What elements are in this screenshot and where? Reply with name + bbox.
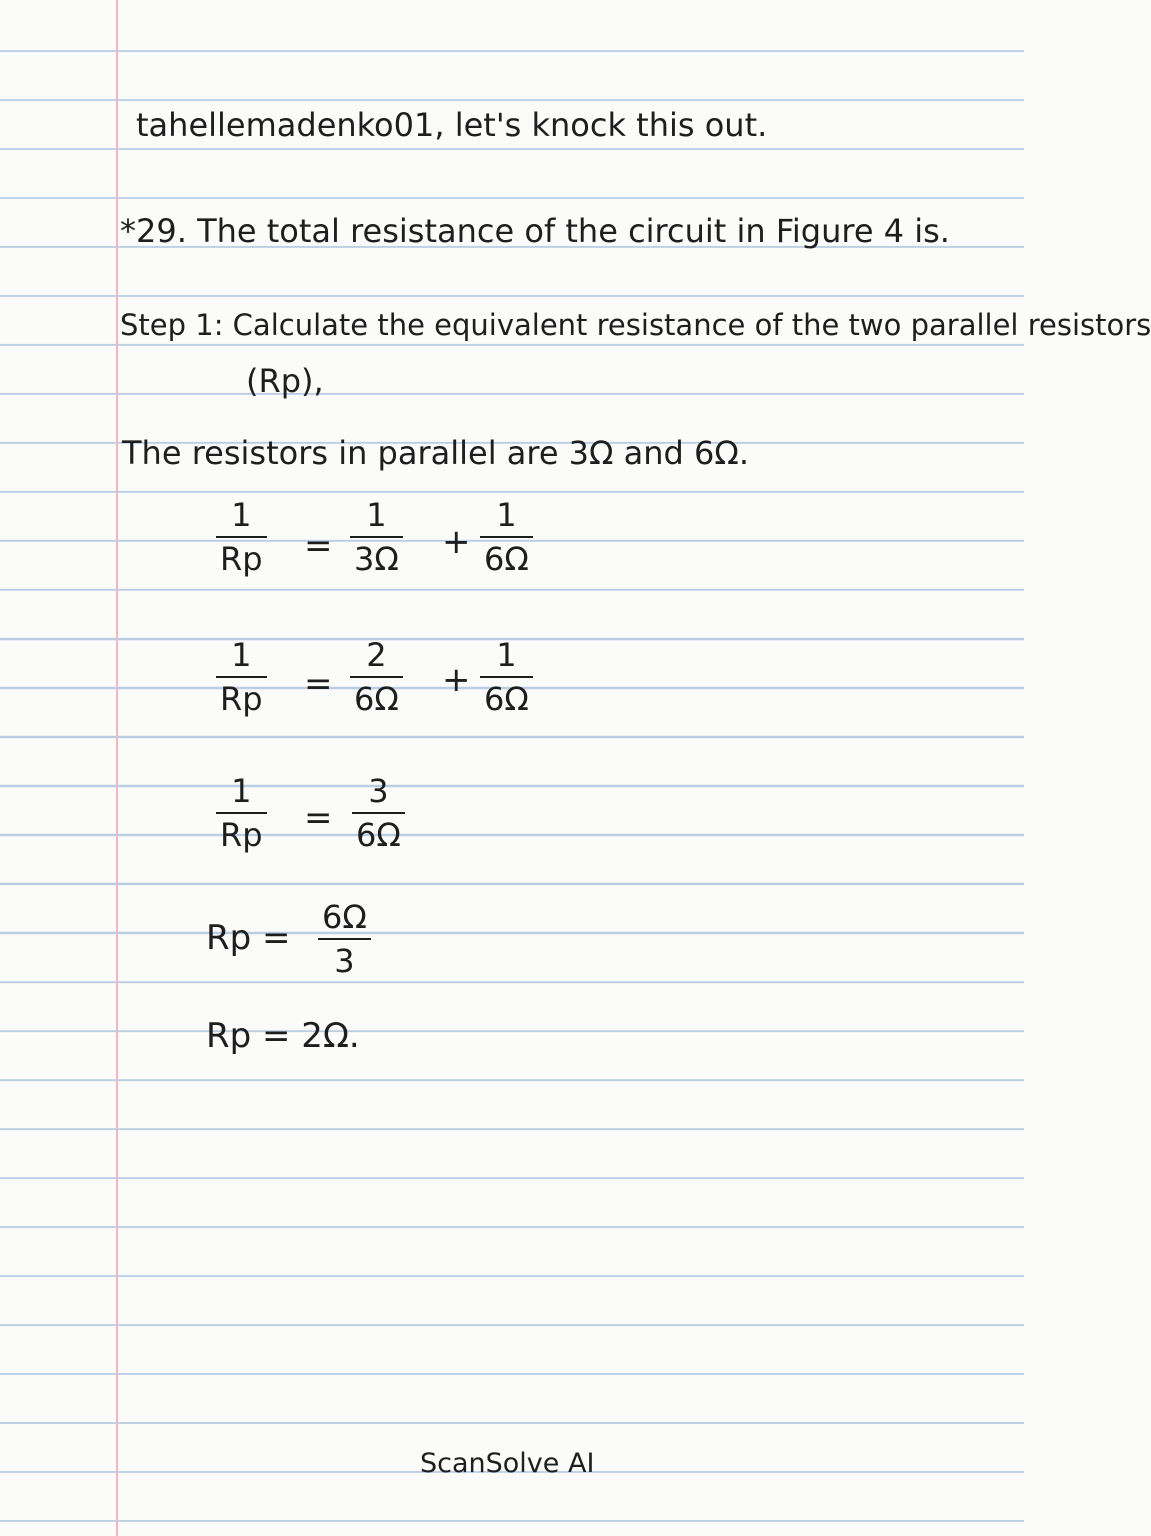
numerator: 1 [231,496,252,534]
fraction-1-over-rp [216,634,267,720]
step1-intro: The resistors in parallel are 3Ω and 6Ω. [122,434,750,472]
numerator: 1 [496,636,517,674]
numerator: 6Ω [322,898,367,936]
fraction-2-over-6-ohm [350,634,403,720]
numerator: 1 [496,496,517,534]
greeting-text: tahellemadenko01, let's knock this out. [136,106,768,144]
equation-5-result: Rp = 2Ω. [206,1016,360,1056]
numerator: 2 [366,636,387,674]
step1-title-continued: (Rp), [246,362,324,400]
numerator: 1 [231,772,252,810]
fraction-1-over-rp [216,494,267,580]
fraction-3-over-6-ohm [352,770,405,856]
denominator: 3 [334,942,355,980]
brand-footer: ScanSolve AI [420,1448,595,1479]
denominator: 6Ω [356,816,401,854]
fraction-1-over-6-ohm [480,634,533,720]
equals-sign: = [304,664,333,704]
fraction-1-over-3-ohm [350,494,403,580]
denominator: 6Ω [484,680,529,718]
equals-sign: = [304,526,333,566]
rp-equals-label: Rp = [206,918,291,958]
fraction-6-ohm-over-3 [318,896,371,982]
step1-title: Step 1: Calculate the equivalent resistance of the two parallel resistors [120,308,1151,342]
equals-sign: = [304,798,333,838]
problem-statement: *29. The total resistance of the circuit in Figure 4 is. [120,212,950,250]
denominator: Rp [220,540,263,578]
margin-line [116,0,118,1536]
plus-sign: + [442,522,471,562]
denominator: Rp [220,680,263,718]
denominator: 6Ω [484,540,529,578]
fraction-1-over-6-ohm [480,494,533,580]
denominator: 3Ω [354,540,399,578]
numerator: 3 [368,772,389,810]
plus-sign: + [442,660,471,700]
denominator: 6Ω [354,680,399,718]
numerator: 1 [231,636,252,674]
fraction-1-over-rp [216,770,267,856]
numerator: 1 [366,496,387,534]
denominator: Rp [220,816,263,854]
